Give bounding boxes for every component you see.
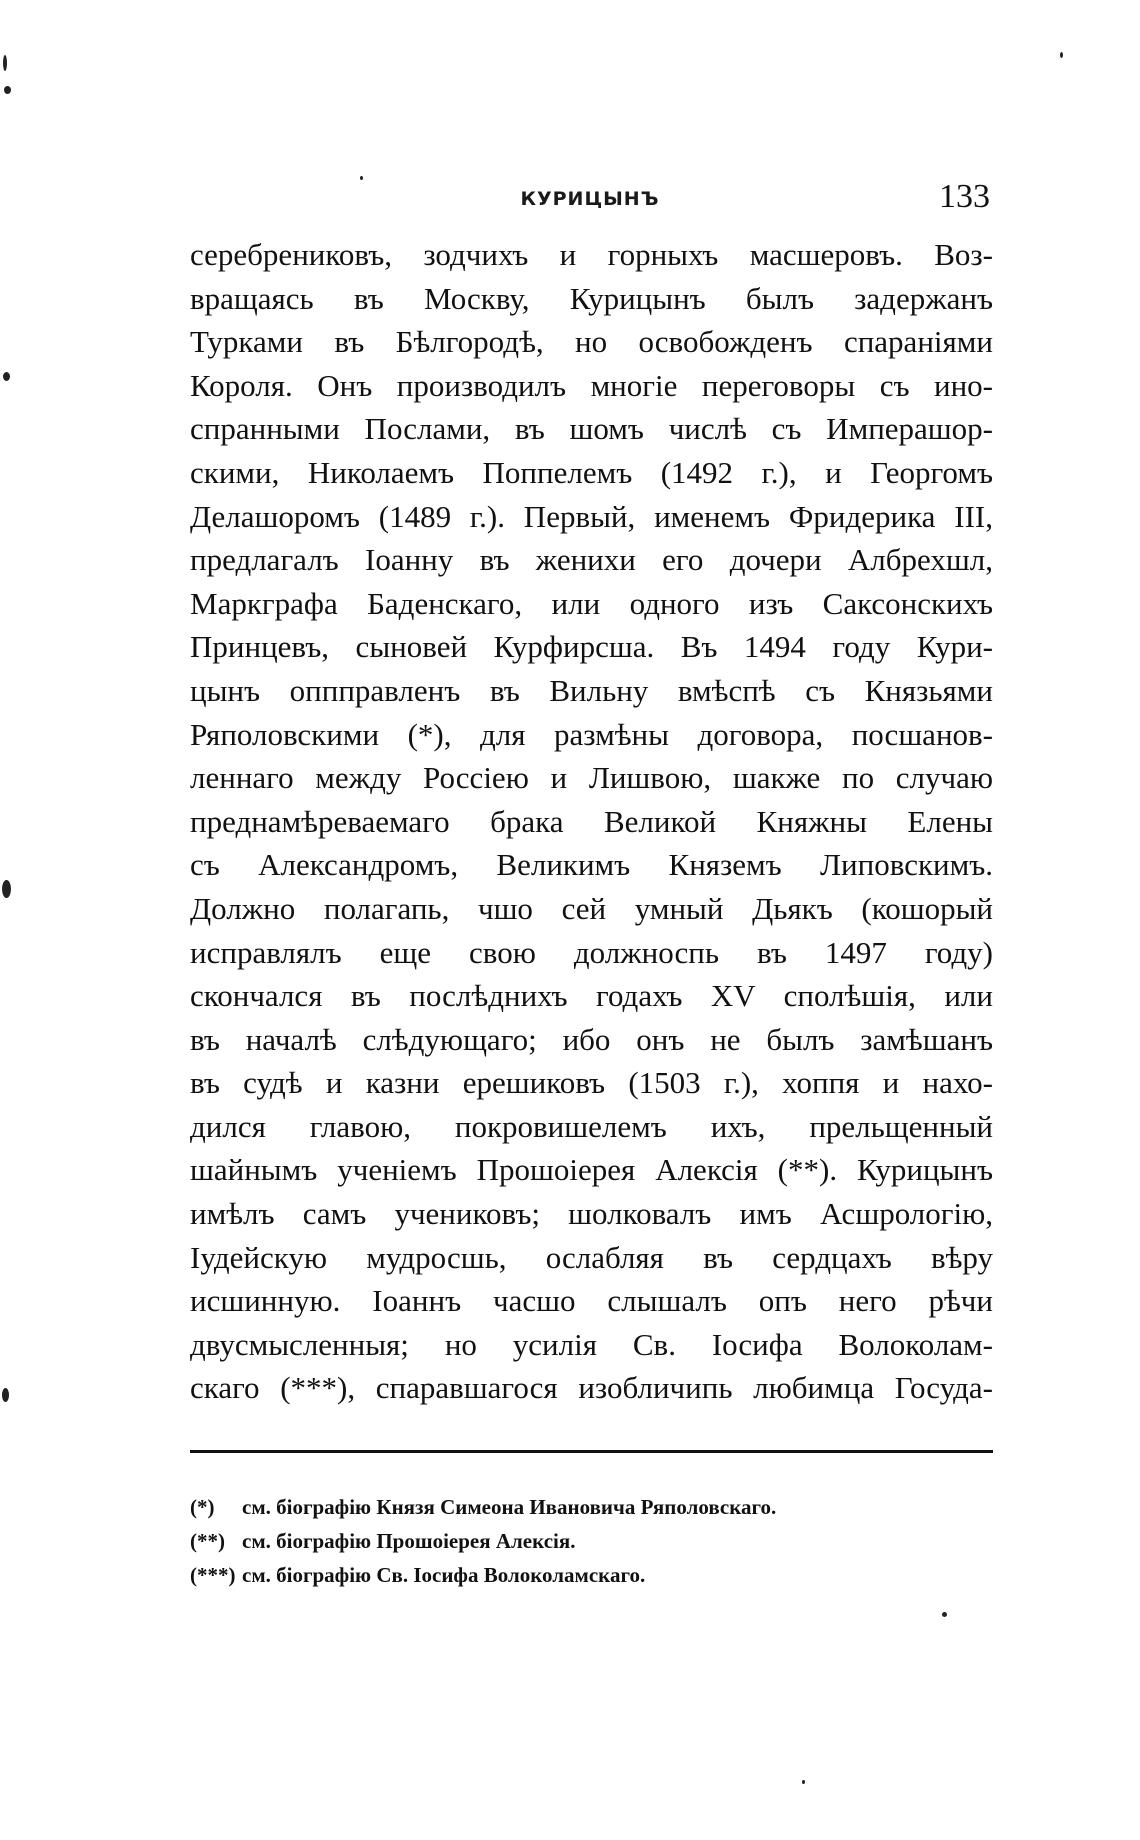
- text-line: леннаго между Россіею и Лишвою, шакже по случаю: [190, 760, 993, 796]
- footnote-mark: (**): [190, 1529, 225, 1553]
- text-line: скими, Николаемъ Поппелемъ (1492 г.), и Георгомъ: [190, 454, 993, 490]
- footnote: [190, 1490, 993, 1524]
- running-title: КУРИЦЫНЪ: [520, 188, 660, 210]
- text-line: Ряполовскими (*), для размѣны договора, посшанов-: [190, 716, 993, 752]
- text-line: скаго (***), спаравшагося изобличипь любимца Госуда-: [190, 1370, 993, 1406]
- text-line: Маркграфа Баденскаго, или одного изъ Саксонскихъ: [190, 585, 993, 621]
- text-line: въ началѣ слѣдующаго; ибо онъ не былъ замѣшанъ: [190, 1021, 993, 1057]
- text-line: имѣлъ самъ учениковъ; шолковалъ имъ Асшрологію,: [190, 1196, 993, 1232]
- text-line: спранными Послами, въ шомъ числѣ съ Имперашор-: [190, 411, 993, 447]
- text-line: Іудейскую мудросшь, ослабляя въ сердцахъ вѣру: [190, 1239, 993, 1275]
- text-line: исправлялъ еще свою должноспь въ 1497 году): [190, 934, 993, 970]
- scan-speck: [4, 86, 11, 94]
- scan-speck: [360, 176, 363, 180]
- scan-speck: [802, 1780, 805, 1784]
- scan-speck: [3, 55, 7, 71]
- footnotes: [190, 1490, 993, 1592]
- footnote: [190, 1524, 993, 1558]
- footnote: [190, 1558, 993, 1592]
- text-line: двусмысленныя; но усилія Св. Іосифа Волоколам-: [190, 1326, 993, 1362]
- scan-speck: [2, 1388, 9, 1402]
- page-number: 133: [939, 178, 990, 215]
- text-line: съ Александромъ, Великимъ Княземъ Липовскимъ.: [190, 847, 993, 883]
- footnote-mark: (*): [190, 1495, 215, 1519]
- text-line: исшинную. Іоаннъ часшо слышалъ опъ него рѣчи: [190, 1283, 993, 1319]
- text-line: предлагалъ Іоанну въ женихи его дочери Албрехшл,: [190, 542, 993, 578]
- text-line: дился главою, покровишелемъ ихъ, прельщенный: [190, 1108, 993, 1144]
- footnote-mark: (***): [190, 1563, 236, 1587]
- running-head: [190, 178, 990, 228]
- text-line: Принцевъ, сыновей Курфирсша. Въ 1494 году Кури-: [190, 629, 993, 665]
- footnote-divider: [190, 1450, 993, 1453]
- footnote-text: см. біографію Св. Іосифа Волоколамскаго.: [242, 1563, 646, 1587]
- text-line: Делашоромъ (1489 г.). Первый, именемъ Фридерика III,: [190, 498, 993, 534]
- scan-speck: [1060, 52, 1063, 58]
- text-line: Должно полагапь, чшо сей умный Дьякъ (кошорый: [190, 890, 993, 926]
- text-line: серебрениковъ, зодчихъ и горныхъ масшеровъ. Воз-: [190, 237, 993, 272]
- scan-speck: [2, 880, 11, 898]
- text-line: Короля. Онъ производилъ многіе переговоры съ ино-: [190, 367, 993, 403]
- footnote-text: см. біографію Прошоіерея Алексія.: [242, 1529, 576, 1553]
- text-line: преднамѣреваемаго брака Великой Княжны Елены: [190, 803, 993, 839]
- text-line: въ судѣ и казни ерешиковъ (1503 г.), хоппя и нахо-: [190, 1065, 993, 1101]
- text-line: шайнымъ ученіемъ Прошоіерея Алексія (**). Курицынъ: [190, 1152, 993, 1188]
- text-line: скончался въ послѣднихъ годахъ XV сполѣшія, или: [190, 978, 993, 1014]
- scan-speck: [3, 372, 10, 381]
- text-line: цынъ оппправленъ въ Вильну вмѣспѣ съ Князьями: [190, 672, 993, 708]
- text-line: Турками въ Бѣлгородѣ, но освобожденъ спараніями: [190, 324, 993, 360]
- text-line: вращаясь въ Москву, Курицынъ былъ задержанъ: [190, 280, 993, 316]
- scan-speck: [942, 1612, 947, 1617]
- main-text: [190, 233, 993, 1410]
- footnote-text: см. біографію Князя Симеона Ивановича Ряполовскаго.: [242, 1495, 777, 1519]
